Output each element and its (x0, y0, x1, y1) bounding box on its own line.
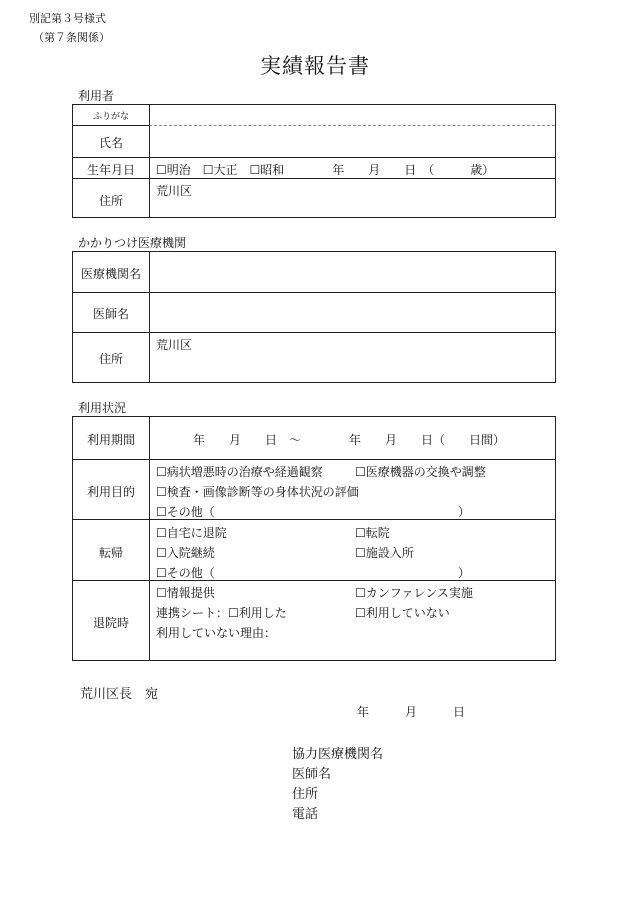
period-field[interactable]: 年 月 日 ～ 年 月 日（ 日間） (193, 433, 506, 447)
outcome-label: 転帰 (98, 546, 123, 560)
page-title: 実績報告書 (260, 54, 370, 78)
outcome-option-transfer[interactable]: ☐転院 (355, 526, 390, 540)
outcome-option-facility[interactable]: ☐施設入所 (355, 546, 414, 560)
outcome-option-other[interactable]: ☐その他（ (156, 566, 215, 580)
purpose-option-exam[interactable]: ☐検査・画像診断等の身体状況の評価 (156, 485, 359, 499)
purpose-other-close: ） (458, 505, 471, 519)
institution-field[interactable] (150, 253, 554, 291)
purpose-option-other[interactable]: ☐その他（ (156, 505, 215, 519)
outcome-option-continue[interactable]: ☐入院継続 (156, 546, 215, 560)
outcome-other-close: ） (458, 566, 471, 580)
usage-section-heading: 利用状況 (78, 401, 127, 415)
coop-phone-label: 電話 (292, 807, 319, 822)
user-section-heading: 利用者 (78, 89, 115, 103)
purpose-option-device[interactable]: ☐医療機器の交換や調整 (355, 465, 486, 479)
birthdate-field[interactable]: ☐明治 ☐大正 ☐昭和 年 月 日 （ 歳） (156, 163, 495, 177)
birthdate-label: 生年月日 (86, 163, 135, 177)
name-field[interactable] (150, 126, 554, 156)
clinic-section-heading: かかりつけ医療機関 (78, 236, 187, 250)
doctor-label: 医師名 (92, 307, 129, 321)
row-divider (73, 157, 555, 158)
clinic-address-field[interactable]: 荒川区 (156, 338, 193, 352)
clinic-table (72, 251, 556, 383)
name-label: 氏名 (98, 136, 123, 150)
clinic-address-label: 住所 (98, 352, 123, 366)
outcome-option-home[interactable]: ☐自宅に退院 (156, 526, 227, 540)
furigana-label: ふりがな (92, 112, 129, 122)
discharge-option-conference[interactable]: ☐カンファレンス実施 (355, 586, 473, 600)
form-clause: （第７条関係） (33, 31, 110, 44)
form-number: 別記第３号様式 (29, 12, 106, 25)
row-divider (73, 178, 555, 179)
discharge-label: 退院時 (92, 616, 129, 630)
discharge-option-info[interactable]: ☐情報提供 (156, 586, 215, 600)
furigana-field[interactable] (150, 106, 554, 124)
institution-label: 医療機関名 (80, 267, 141, 281)
row-divider (73, 125, 149, 126)
row-divider (73, 459, 555, 460)
addressee: 荒川区長 宛 (80, 687, 159, 702)
discharge-reason-label: 利用していない理由： (156, 626, 277, 640)
purpose-label: 利用目的 (86, 485, 135, 499)
discharge-sheet-not-used[interactable]: ☐利用していない (355, 606, 450, 620)
row-divider (73, 519, 555, 520)
coop-doctor-label: 医師名 (292, 767, 332, 782)
usage-table (72, 416, 556, 661)
address-label: 住所 (98, 194, 123, 208)
period-label: 利用期間 (86, 433, 135, 447)
coop-institution-label: 協力医療機関名 (292, 747, 384, 762)
row-divider (73, 332, 555, 333)
doctor-field[interactable] (150, 293, 554, 331)
discharge-sheet-used[interactable]: 連携シート：☐利用した (156, 606, 287, 620)
row-divider (73, 580, 555, 581)
submission-date[interactable]: 年 月 日 (357, 705, 466, 719)
address-field[interactable]: 荒川区 (156, 184, 193, 198)
purpose-option-treatment[interactable]: ☐病状増悪時の治療や経過観察 (156, 465, 323, 479)
column-divider (149, 417, 150, 660)
user-table (72, 104, 556, 218)
coop-address-label: 住所 (292, 787, 319, 802)
